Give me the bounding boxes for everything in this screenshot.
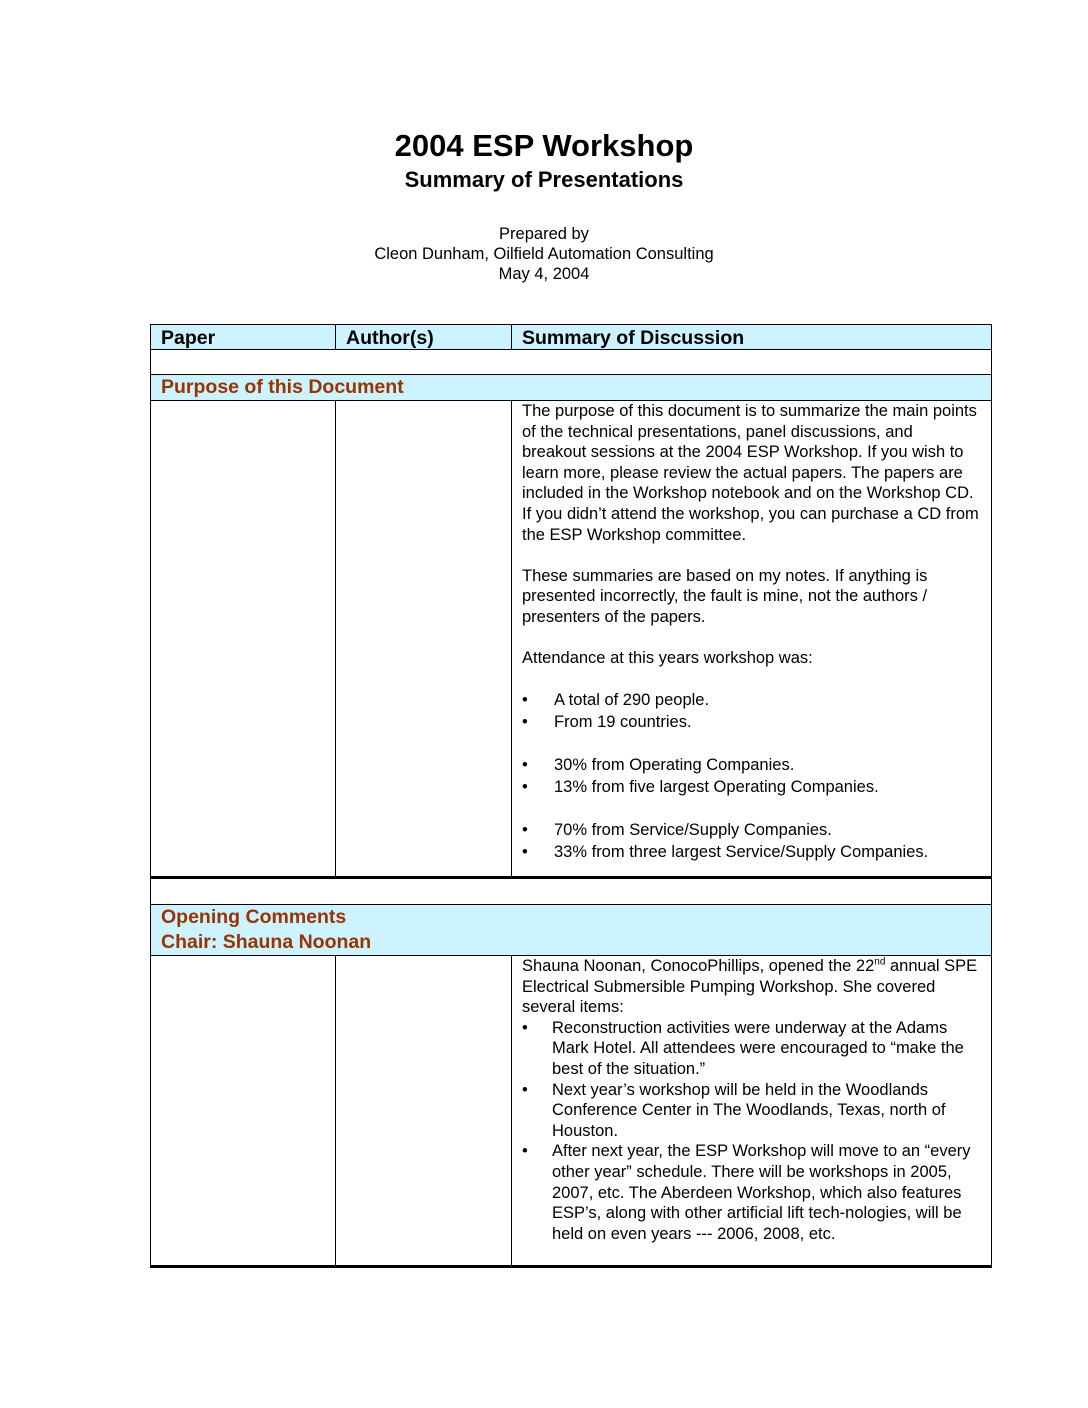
blank-row (150, 879, 992, 905)
paper-cell (151, 401, 336, 876)
table-row-purpose (150, 401, 992, 879)
table-row-opening (150, 956, 992, 1268)
document-title: 2004 ESP Workshop (394, 128, 694, 163)
column-header-authors: Author(s) (336, 325, 512, 349)
author-line: Cleon Dunham, Oilfield Automation Consulting (374, 245, 714, 263)
paper-cell (151, 956, 336, 1265)
paragraph: These summaries are based on my notes. If anything is presented incorrectly, the fault is mine, not the authors / presenters of the papers. (522, 566, 928, 626)
paragraph: The purpose of this document is to summarize the main points of the technical presentations, panel discussions, and breakout sessions at the 2004 ESP Workshop. If you wish to learn more, please review the actual papers. The papers are included in the Workshop notebook and on the Workshop CD. If you didn’t attend the workshop, you can purchase a CD from the ESP Workshop committee. (522, 402, 979, 544)
authors-cell (336, 956, 512, 1265)
summary-table (150, 324, 992, 1268)
column-header-paper: Paper (151, 325, 336, 349)
list-item: • 33% from three largest Service/Supply Companies. (522, 841, 981, 863)
summary-cell (512, 956, 991, 1265)
table-header-row (150, 324, 992, 350)
summary-cell (512, 401, 991, 876)
document-subtitle: Summary of Presentations (404, 167, 684, 192)
list-item: • After next year, the ESP Workshop will move to an “every other year” schedule. There will be workshops in 2005, 2007, etc. The Aberdeen Workshop, which also features ESP’s, along with other artificial lift tech-nologies, will be held on even years --- 2006, 2008, etc. (522, 1141, 981, 1244)
prepared-by-label: Prepared by (499, 225, 589, 243)
list-item: • 30% from Operating Companies. (522, 754, 981, 776)
section-header-opening (150, 905, 992, 956)
blank-row (150, 350, 992, 375)
document-date: May 4, 2004 (498, 265, 590, 283)
list-item: • Next year’s workshop will be held in the Woodlands Conference Center in The Woodlands, Texas, north of Houston. (522, 1080, 981, 1142)
section-header-purpose (150, 375, 992, 401)
prepared-block (0, 224, 1088, 284)
authors-cell (336, 401, 512, 876)
list-item: • A total of 290 people. (522, 689, 981, 711)
paragraph: Shauna Noonan, ConocoPhillips, opened the 22nd annual SPE Electrical Submersible Pumping Workshop. She covered several items: (522, 956, 978, 1017)
list-item: • 13% from five largest Operating Companies. (522, 776, 981, 798)
list-item: • 70% from Service/Supply Companies. (522, 819, 981, 841)
list-item: • From 19 countries. (522, 711, 981, 733)
section-title: Purpose of this Document (161, 376, 404, 398)
section-chair: Chair: Shauna Noonan (161, 931, 372, 953)
section-title: Opening Comments (161, 906, 347, 928)
column-header-summary: Summary of Discussion (522, 327, 745, 349)
list-item: • Reconstruction activities were underway at the Adams Mark Hotel. All attendees were encouraged to “make the best of the situation.” (522, 1018, 981, 1080)
paragraph: Attendance at this years workshop was: (522, 649, 813, 668)
